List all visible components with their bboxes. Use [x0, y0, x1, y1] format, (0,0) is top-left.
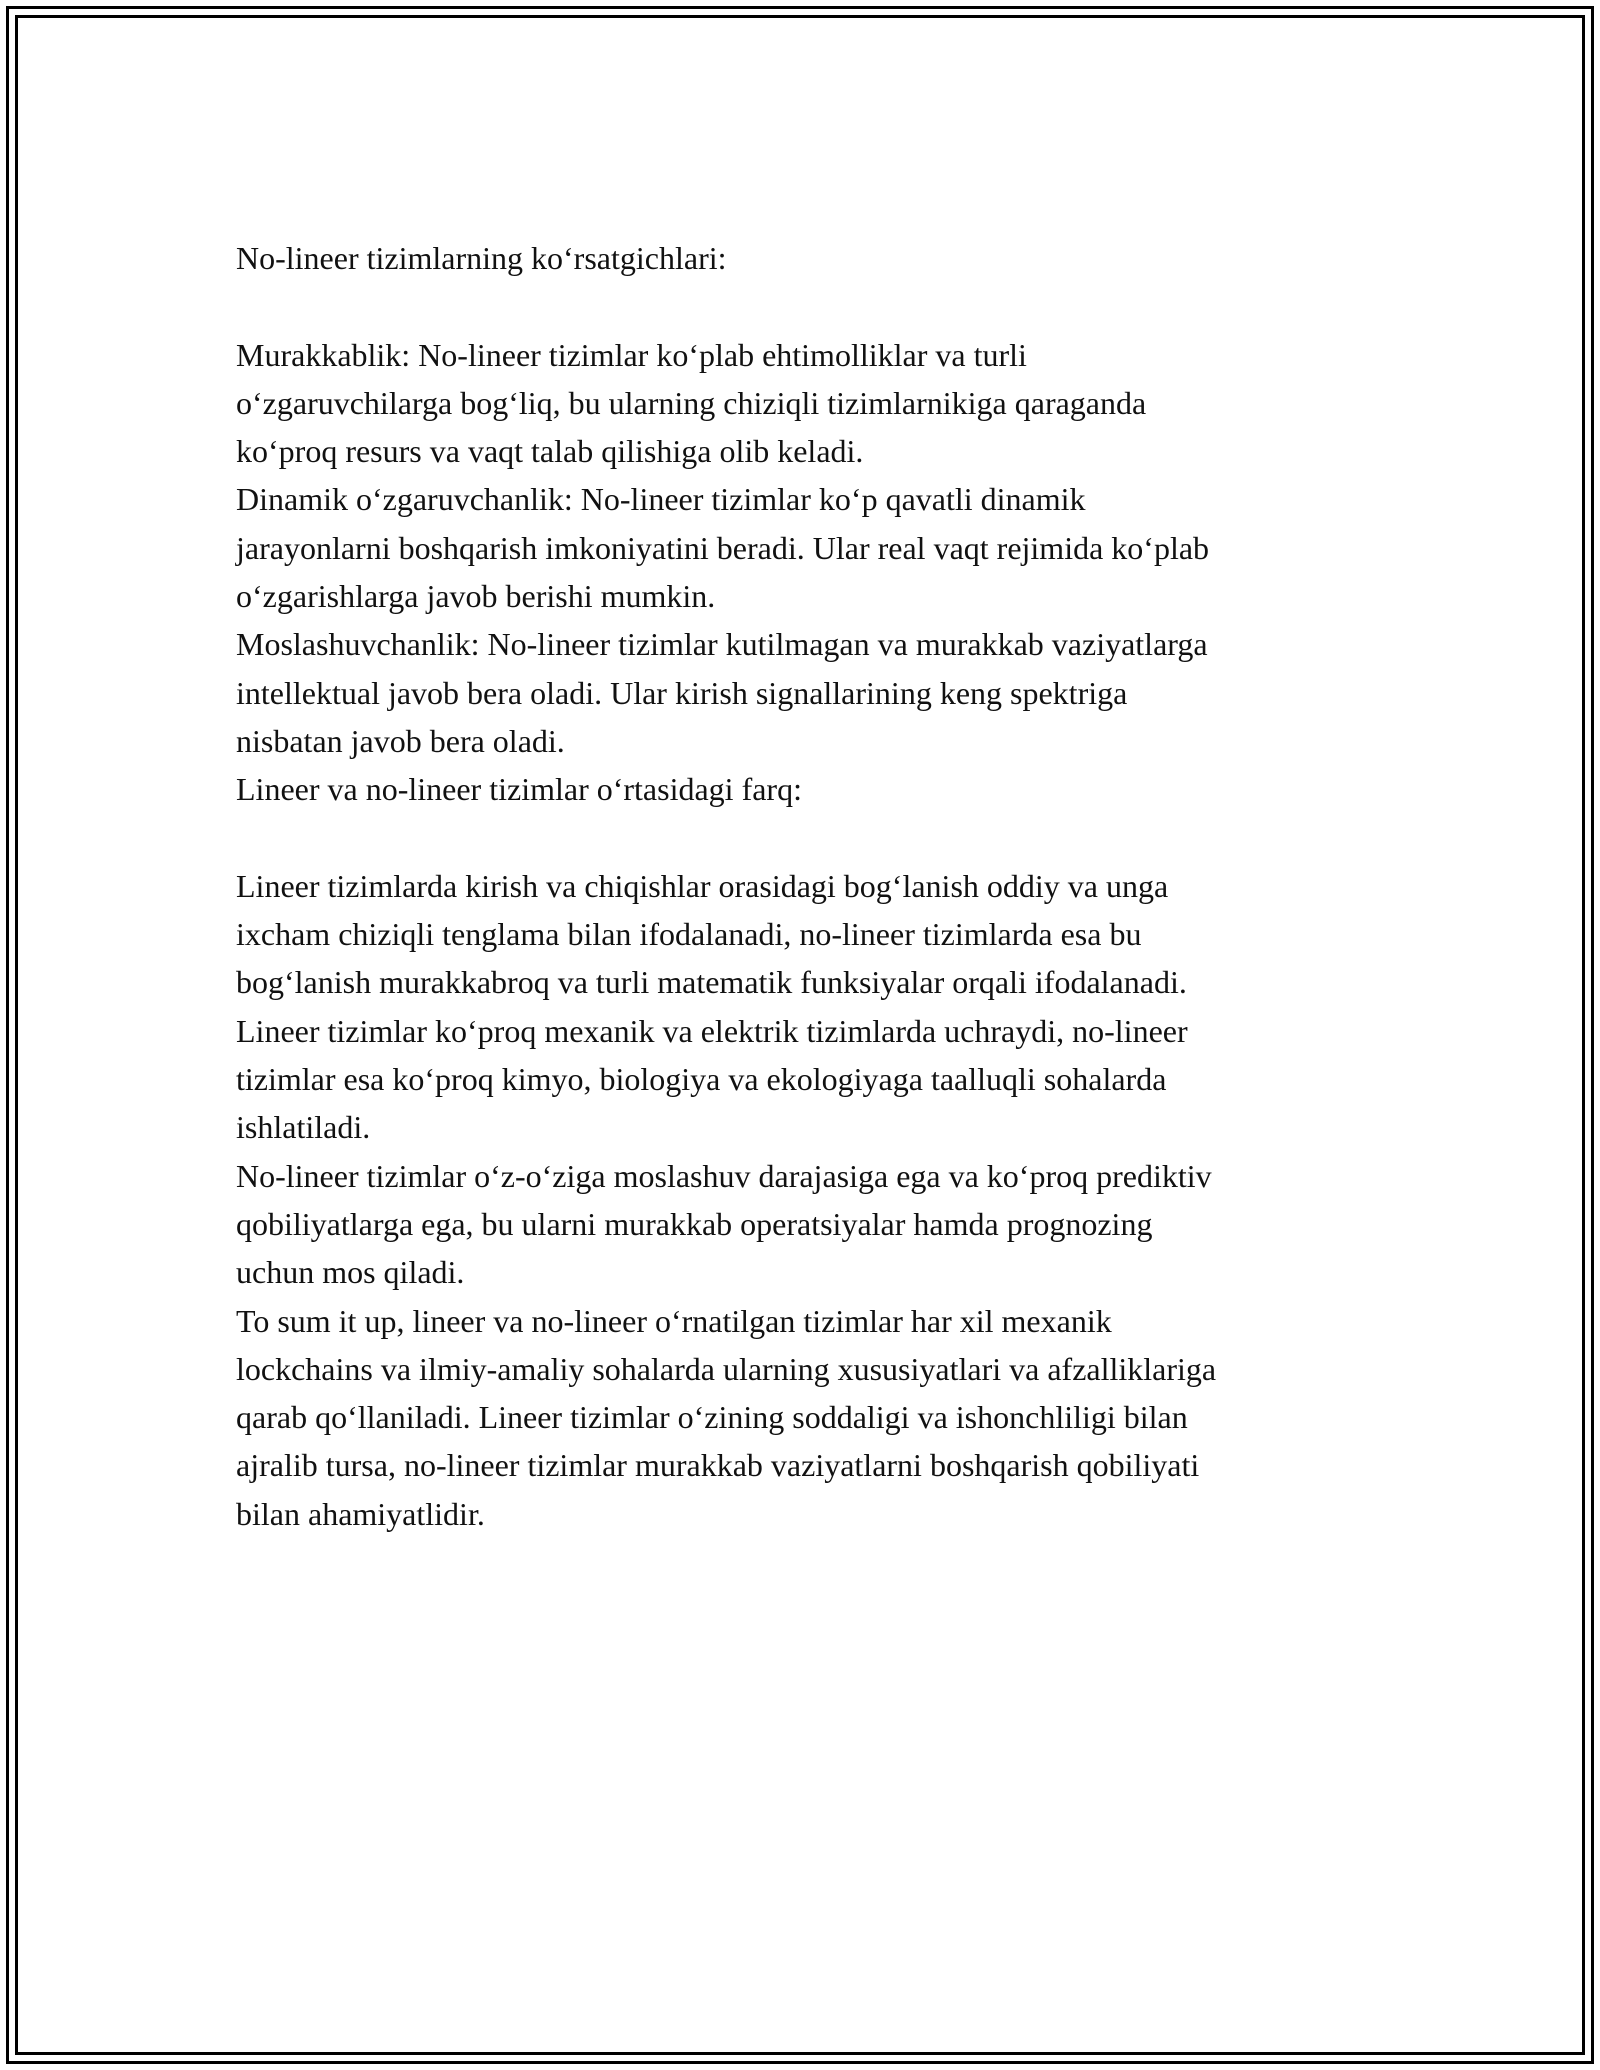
text-line: Lineer tizimlar ko‘proq mexanik va elektrik tizimlarda uchraydi, no-lineer [236, 1012, 1188, 1049]
text-line: Moslashuvchanlik: No-lineer tizimlar kutilmagan va murakkab vaziyatlarga [236, 626, 1208, 663]
text-line: nisbatan javob bera oladi. [236, 722, 565, 759]
text-line: tizimlar esa ko‘proq kimyo, biologiya va ekologiyaga taalluqli sohalarda [236, 1061, 1167, 1098]
text-line: intellektual javob bera oladi. Ular kirish signallarining keng spektriga [236, 674, 1128, 711]
text-line: Lineer tizimlarda kirish va chiqishlar orasidagi bog‘lanish oddiy va unga [236, 867, 1169, 904]
text-line: Dinamik o‘zgaruvchanlik: No-lineer tizimlar ko‘p qavatli dinamik [236, 481, 1086, 518]
document-heading: No-lineer tizimlarning ko‘rsatgichlari: [236, 240, 727, 276]
paragraph-gap [236, 282, 1376, 330]
section-heading: Lineer va no-lineer tizimlar o‘rtasidagi farq: [236, 771, 802, 808]
text-line: Murakkablik: No-lineer tizimlar ko‘plab ehtimolliklar va turli [236, 336, 1027, 373]
text-line: qobiliyatlarga ega, bu ularni murakkab operatsiyalar hamda prognozing [236, 1205, 1153, 1242]
paragraph-gap [236, 814, 1376, 862]
text-line: qarab qo‘llaniladi. Lineer tizimlar o‘zining soddaligi va ishonchliligi bilan [236, 1399, 1188, 1436]
document-body [236, 234, 1376, 1538]
text-line: bog‘lanish murakkabroq va turli matematik funksiyalar orqali ifodalanadi. [236, 964, 1187, 1001]
text-line: ajralib tursa, no-lineer tizimlar murakkab vaziyatlarni boshqarish qobiliyati [236, 1447, 1200, 1484]
text-line: ishlatiladi. [236, 1109, 371, 1146]
text-line: No-lineer tizimlar o‘z-o‘ziga moslashuv darajasiga ega va ko‘proq prediktiv [236, 1157, 1212, 1194]
text-line: lockchains va ilmiy-amaliy sohalarda ularning xususiyatlari va afzalliklariga [236, 1350, 1217, 1387]
text-line: bilan ahamiyatlidir. [236, 1495, 485, 1532]
text-line: jarayonlarni boshqarish imkoniyatini beradi. Ular real vaqt rejimida ko‘plab [236, 529, 1210, 566]
text-line: ixcham chiziqli tenglama bilan ifodalanadi, no-lineer tizimlarda esa bu [236, 916, 1142, 953]
text-line: To sum it up, lineer va no-lineer o‘rnatilgan tizimlar har xil mexanik [236, 1302, 1112, 1339]
text-line: o‘zgarishlarga javob berishi mumkin. [236, 578, 716, 615]
text-line: uchun mos qiladi. [236, 1254, 465, 1291]
text-line: o‘zgaruvchilarga bog‘liq, bu ularning chiziqli tizimlarnikiga qaraganda [236, 384, 1147, 421]
text-line: ko‘proq resurs va vaqt talab qilishiga olib keladi. [236, 433, 864, 470]
